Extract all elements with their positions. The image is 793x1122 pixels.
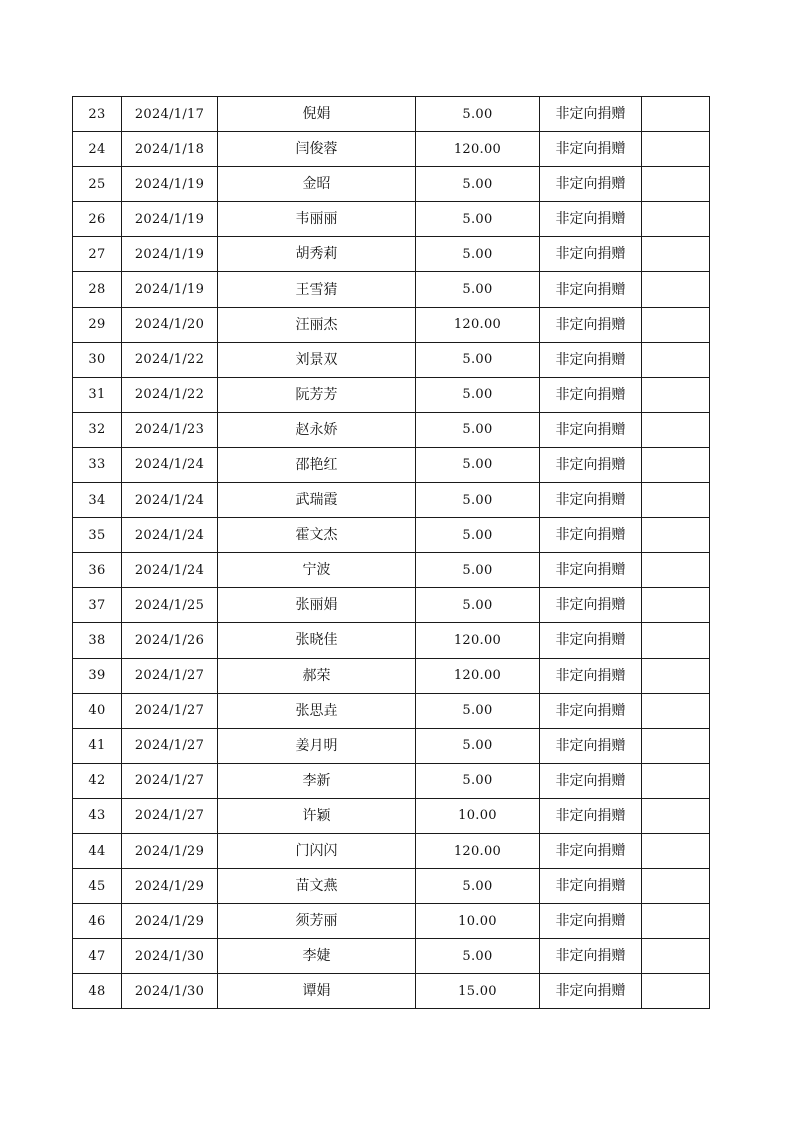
table-row	[73, 342, 710, 377]
amount-cell: 5.00	[416, 763, 540, 798]
donor-name-cell: 胡秀莉	[218, 237, 416, 272]
amount-cell: 5.00	[416, 237, 540, 272]
note-cell	[642, 202, 710, 237]
donation-type-cell: 非定向捐赠	[540, 237, 642, 272]
donor-name-cell: 姜月明	[218, 728, 416, 763]
date-cell: 2024/1/27	[122, 693, 218, 728]
note-cell	[642, 798, 710, 833]
note-cell	[642, 588, 710, 623]
table-row	[73, 553, 710, 588]
donor-name-cell: 郝荣	[218, 658, 416, 693]
date-cell: 2024/1/29	[122, 904, 218, 939]
date-cell: 2024/1/29	[122, 833, 218, 868]
date-cell: 2024/1/27	[122, 658, 218, 693]
table-row	[73, 202, 710, 237]
note-cell	[642, 658, 710, 693]
amount-cell: 5.00	[416, 939, 540, 974]
donation-type-cell: 非定向捐赠	[540, 763, 642, 798]
date-cell: 2024/1/19	[122, 237, 218, 272]
table-row	[73, 307, 710, 342]
amount-cell: 5.00	[416, 447, 540, 482]
note-cell	[642, 483, 710, 518]
date-cell: 2024/1/17	[122, 97, 218, 132]
note-cell	[642, 869, 710, 904]
donation-type-cell: 非定向捐赠	[540, 904, 642, 939]
date-cell: 2024/1/24	[122, 553, 218, 588]
amount-cell: 5.00	[416, 553, 540, 588]
date-cell: 2024/1/20	[122, 307, 218, 342]
note-cell	[642, 412, 710, 447]
row-number-cell: 43	[73, 798, 122, 833]
date-cell: 2024/1/25	[122, 588, 218, 623]
donation-type-cell: 非定向捐赠	[540, 518, 642, 553]
note-cell	[642, 904, 710, 939]
donor-name-cell: 韦丽丽	[218, 202, 416, 237]
amount-cell: 5.00	[416, 272, 540, 307]
donation-type-cell: 非定向捐赠	[540, 693, 642, 728]
note-cell	[642, 272, 710, 307]
note-cell	[642, 728, 710, 763]
table-row	[73, 833, 710, 868]
donation-type-cell: 非定向捐赠	[540, 588, 642, 623]
row-number-cell: 48	[73, 974, 122, 1009]
donor-name-cell: 汪丽杰	[218, 307, 416, 342]
amount-cell: 5.00	[416, 588, 540, 623]
donor-name-cell: 倪娟	[218, 97, 416, 132]
amount-cell: 5.00	[416, 728, 540, 763]
row-number-cell: 38	[73, 623, 122, 658]
donor-name-cell: 王雪猜	[218, 272, 416, 307]
table-row	[73, 658, 710, 693]
note-cell	[642, 553, 710, 588]
donation-type-cell: 非定向捐赠	[540, 202, 642, 237]
table-row	[73, 97, 710, 132]
table-row	[73, 237, 710, 272]
date-cell: 2024/1/22	[122, 377, 218, 412]
row-number-cell: 32	[73, 412, 122, 447]
amount-cell: 120.00	[416, 307, 540, 342]
note-cell	[642, 342, 710, 377]
note-cell	[642, 623, 710, 658]
amount-cell: 5.00	[416, 518, 540, 553]
note-cell	[642, 974, 710, 1009]
donation-type-cell: 非定向捐赠	[540, 939, 642, 974]
donation-type-cell: 非定向捐赠	[540, 307, 642, 342]
note-cell	[642, 518, 710, 553]
donor-name-cell: 邵艳红	[218, 447, 416, 482]
note-cell	[642, 132, 710, 167]
donor-name-cell: 赵永娇	[218, 412, 416, 447]
row-number-cell: 47	[73, 939, 122, 974]
donation-table	[72, 96, 710, 1009]
row-number-cell: 46	[73, 904, 122, 939]
amount-cell: 5.00	[416, 377, 540, 412]
table-row	[73, 623, 710, 658]
date-cell: 2024/1/24	[122, 483, 218, 518]
donation-type-cell: 非定向捐赠	[540, 553, 642, 588]
table-row	[73, 869, 710, 904]
table-row	[73, 447, 710, 482]
date-cell: 2024/1/29	[122, 869, 218, 904]
note-cell	[642, 693, 710, 728]
date-cell: 2024/1/27	[122, 798, 218, 833]
donor-name-cell: 李婕	[218, 939, 416, 974]
row-number-cell: 39	[73, 658, 122, 693]
donation-type-cell: 非定向捐赠	[540, 658, 642, 693]
donor-name-cell: 谭娟	[218, 974, 416, 1009]
date-cell: 2024/1/26	[122, 623, 218, 658]
table-row	[73, 939, 710, 974]
donor-name-cell: 李新	[218, 763, 416, 798]
table-row	[73, 974, 710, 1009]
date-cell: 2024/1/24	[122, 518, 218, 553]
row-number-cell: 23	[73, 97, 122, 132]
row-number-cell: 24	[73, 132, 122, 167]
row-number-cell: 36	[73, 553, 122, 588]
donation-type-cell: 非定向捐赠	[540, 798, 642, 833]
donation-type-cell: 非定向捐赠	[540, 833, 642, 868]
row-number-cell: 41	[73, 728, 122, 763]
amount-cell: 5.00	[416, 342, 540, 377]
table-body	[73, 97, 710, 1009]
date-cell: 2024/1/30	[122, 939, 218, 974]
donor-name-cell: 须芳丽	[218, 904, 416, 939]
table-row	[73, 763, 710, 798]
donation-type-cell: 非定向捐赠	[540, 974, 642, 1009]
date-cell: 2024/1/30	[122, 974, 218, 1009]
donation-type-cell: 非定向捐赠	[540, 623, 642, 658]
donor-name-cell: 张丽娟	[218, 588, 416, 623]
date-cell: 2024/1/22	[122, 342, 218, 377]
table-row	[73, 377, 710, 412]
date-cell: 2024/1/27	[122, 728, 218, 763]
donation-type-cell: 非定向捐赠	[540, 412, 642, 447]
donor-name-cell: 金昭	[218, 167, 416, 202]
donation-type-cell: 非定向捐赠	[540, 728, 642, 763]
amount-cell: 120.00	[416, 833, 540, 868]
amount-cell: 5.00	[416, 412, 540, 447]
donor-name-cell: 宁波	[218, 553, 416, 588]
donor-name-cell: 许颖	[218, 798, 416, 833]
date-cell: 2024/1/19	[122, 167, 218, 202]
amount-cell: 10.00	[416, 798, 540, 833]
donor-name-cell: 张思垚	[218, 693, 416, 728]
table-row	[73, 904, 710, 939]
donation-type-cell: 非定向捐赠	[540, 272, 642, 307]
donation-type-cell: 非定向捐赠	[540, 342, 642, 377]
donation-type-cell: 非定向捐赠	[540, 377, 642, 412]
row-number-cell: 25	[73, 167, 122, 202]
row-number-cell: 28	[73, 272, 122, 307]
row-number-cell: 37	[73, 588, 122, 623]
row-number-cell: 42	[73, 763, 122, 798]
table-row	[73, 693, 710, 728]
note-cell	[642, 307, 710, 342]
date-cell: 2024/1/19	[122, 272, 218, 307]
donor-name-cell: 刘景双	[218, 342, 416, 377]
amount-cell: 5.00	[416, 869, 540, 904]
row-number-cell: 30	[73, 342, 122, 377]
note-cell	[642, 763, 710, 798]
amount-cell: 5.00	[416, 167, 540, 202]
donation-type-cell: 非定向捐赠	[540, 483, 642, 518]
row-number-cell: 33	[73, 447, 122, 482]
row-number-cell: 45	[73, 869, 122, 904]
row-number-cell: 40	[73, 693, 122, 728]
note-cell	[642, 97, 710, 132]
amount-cell: 10.00	[416, 904, 540, 939]
amount-cell: 5.00	[416, 483, 540, 518]
note-cell	[642, 939, 710, 974]
date-cell: 2024/1/23	[122, 412, 218, 447]
donor-name-cell: 霍文杰	[218, 518, 416, 553]
row-number-cell: 34	[73, 483, 122, 518]
note-cell	[642, 167, 710, 202]
table-row	[73, 412, 710, 447]
donor-name-cell: 闫俊蓉	[218, 132, 416, 167]
table-row	[73, 798, 710, 833]
donor-name-cell: 武瑞霞	[218, 483, 416, 518]
row-number-cell: 27	[73, 237, 122, 272]
date-cell: 2024/1/24	[122, 447, 218, 482]
note-cell	[642, 447, 710, 482]
donor-name-cell: 张晓佳	[218, 623, 416, 658]
date-cell: 2024/1/19	[122, 202, 218, 237]
table-row	[73, 272, 710, 307]
amount-cell: 120.00	[416, 658, 540, 693]
amount-cell: 5.00	[416, 693, 540, 728]
row-number-cell: 26	[73, 202, 122, 237]
row-number-cell: 31	[73, 377, 122, 412]
donation-type-cell: 非定向捐赠	[540, 869, 642, 904]
row-number-cell: 29	[73, 307, 122, 342]
date-cell: 2024/1/27	[122, 763, 218, 798]
amount-cell: 120.00	[416, 623, 540, 658]
table-row	[73, 167, 710, 202]
donor-name-cell: 苗文燕	[218, 869, 416, 904]
donation-type-cell: 非定向捐赠	[540, 167, 642, 202]
row-number-cell: 35	[73, 518, 122, 553]
donation-type-cell: 非定向捐赠	[540, 97, 642, 132]
note-cell	[642, 833, 710, 868]
row-number-cell: 44	[73, 833, 122, 868]
donation-type-cell: 非定向捐赠	[540, 132, 642, 167]
donor-name-cell: 门闪闪	[218, 833, 416, 868]
note-cell	[642, 377, 710, 412]
amount-cell: 5.00	[416, 97, 540, 132]
table-row	[73, 728, 710, 763]
amount-cell: 5.00	[416, 202, 540, 237]
table-row	[73, 518, 710, 553]
table-row	[73, 132, 710, 167]
amount-cell: 15.00	[416, 974, 540, 1009]
table-row	[73, 588, 710, 623]
date-cell: 2024/1/18	[122, 132, 218, 167]
donation-type-cell: 非定向捐赠	[540, 447, 642, 482]
note-cell	[642, 237, 710, 272]
table-row	[73, 483, 710, 518]
donor-name-cell: 阮芳芳	[218, 377, 416, 412]
amount-cell: 120.00	[416, 132, 540, 167]
